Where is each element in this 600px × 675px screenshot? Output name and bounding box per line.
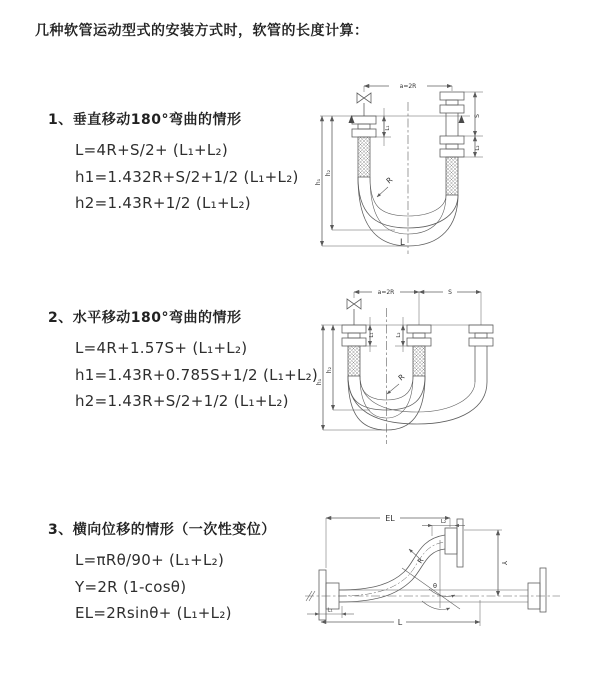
dim-s-label: S (474, 114, 481, 118)
radius-leader (377, 187, 388, 197)
formula-line: L=πRθ/90+ (L₁+L₂) (75, 551, 225, 569)
diagram-vertical-180-bend (315, 78, 505, 262)
diagram-lateral-displacement (302, 506, 566, 656)
section-vertical-movement (48, 110, 318, 217)
diagram-horizontal-180-bend (315, 282, 511, 462)
right-ghost-flange (528, 568, 546, 612)
theta-label: θ (433, 582, 437, 590)
radius-label: R (416, 556, 426, 566)
page-title: 几种软管运动型式的安装方式时，软管的长度计算： (35, 23, 369, 39)
right-flange-lower (440, 136, 464, 157)
section-3-heading: 3、横向位移的情形（一次性变位） (48, 522, 276, 538)
formula-line: L=4R+S/2+ (L₁+L₂) (75, 141, 229, 159)
radius-leader (387, 384, 399, 394)
s-curve-hose (339, 535, 445, 602)
left-flange (352, 116, 376, 137)
formula-line: Y=2R (1-cosθ) (75, 577, 187, 596)
dim-h1 (323, 325, 385, 430)
right-braid-section (446, 157, 458, 195)
dim-y (464, 530, 502, 596)
valve-icon (347, 299, 361, 325)
left-braid-section (348, 346, 360, 376)
right-flange (469, 325, 493, 346)
dim-l1-label: L₁ (385, 125, 391, 131)
dim-l-label: L (397, 618, 403, 627)
section-horizontal-movement (48, 308, 318, 415)
formula-line: h1=1.432R+S/2+1/2 (L₁+L₂) (75, 167, 299, 186)
section-2-formulas (75, 335, 318, 415)
radius-label: R (384, 175, 395, 186)
valve-icon (357, 93, 371, 116)
right-pipe (446, 113, 458, 136)
dim-h1-label: h₁ (316, 378, 323, 386)
upper-flange (445, 519, 463, 567)
length-label: L (400, 238, 405, 248)
formula-line: h2=1.43R+1/2 (L₁+L₂) (75, 194, 251, 212)
dim-h1 (322, 116, 407, 246)
dim-l2-label: L₂ (440, 519, 447, 525)
dim-el-label: EL (385, 514, 395, 523)
section-1-formulas (75, 137, 318, 217)
dim-l2 (422, 526, 465, 537)
dim-h1-label: h₁ (315, 178, 322, 186)
dim-h2-label: h₂ (326, 366, 333, 374)
formula-line: h1=1.43R+0.785S+1/2 (L₁+L₂) (75, 365, 319, 384)
dim-l2-label: L₂ (396, 332, 402, 338)
middle-flange (407, 325, 431, 346)
left-braid-section (358, 137, 370, 177)
radius-label: R (396, 372, 407, 383)
section-2-heading: 2、水平移动180°弯曲的情形 (48, 310, 242, 326)
dim-l2-label: L₂ (475, 145, 481, 151)
dim-y-label: Y (500, 560, 508, 566)
right-pipe (475, 346, 487, 382)
dim-s-label: S (448, 289, 452, 296)
left-flange (342, 325, 366, 346)
formula-line: EL=2Rsinθ+ (L₁+L₂) (75, 604, 232, 622)
dim-h2-label: h₂ (325, 169, 332, 177)
section-lateral-displacement (48, 520, 318, 627)
section-3-formulas (75, 547, 318, 627)
formula-line: h2=1.43R+S/2+1/2 (L₁+L₂) (75, 392, 289, 410)
dim-l1-label: L₁ (369, 332, 375, 338)
section-1-heading: 1、垂直移动180°弯曲的情形 (48, 112, 242, 128)
right-flange-upper (440, 92, 464, 113)
dim-s (419, 292, 481, 325)
dim-l1-label: L₁ (327, 607, 333, 614)
dim-a2r-label: a=2R (377, 289, 395, 296)
dim-a2r-label: a=2R (399, 83, 417, 90)
middle-braid-section (413, 346, 425, 376)
formula-line: L=4R+1.57S+ (L₁+L₂) (75, 339, 248, 357)
